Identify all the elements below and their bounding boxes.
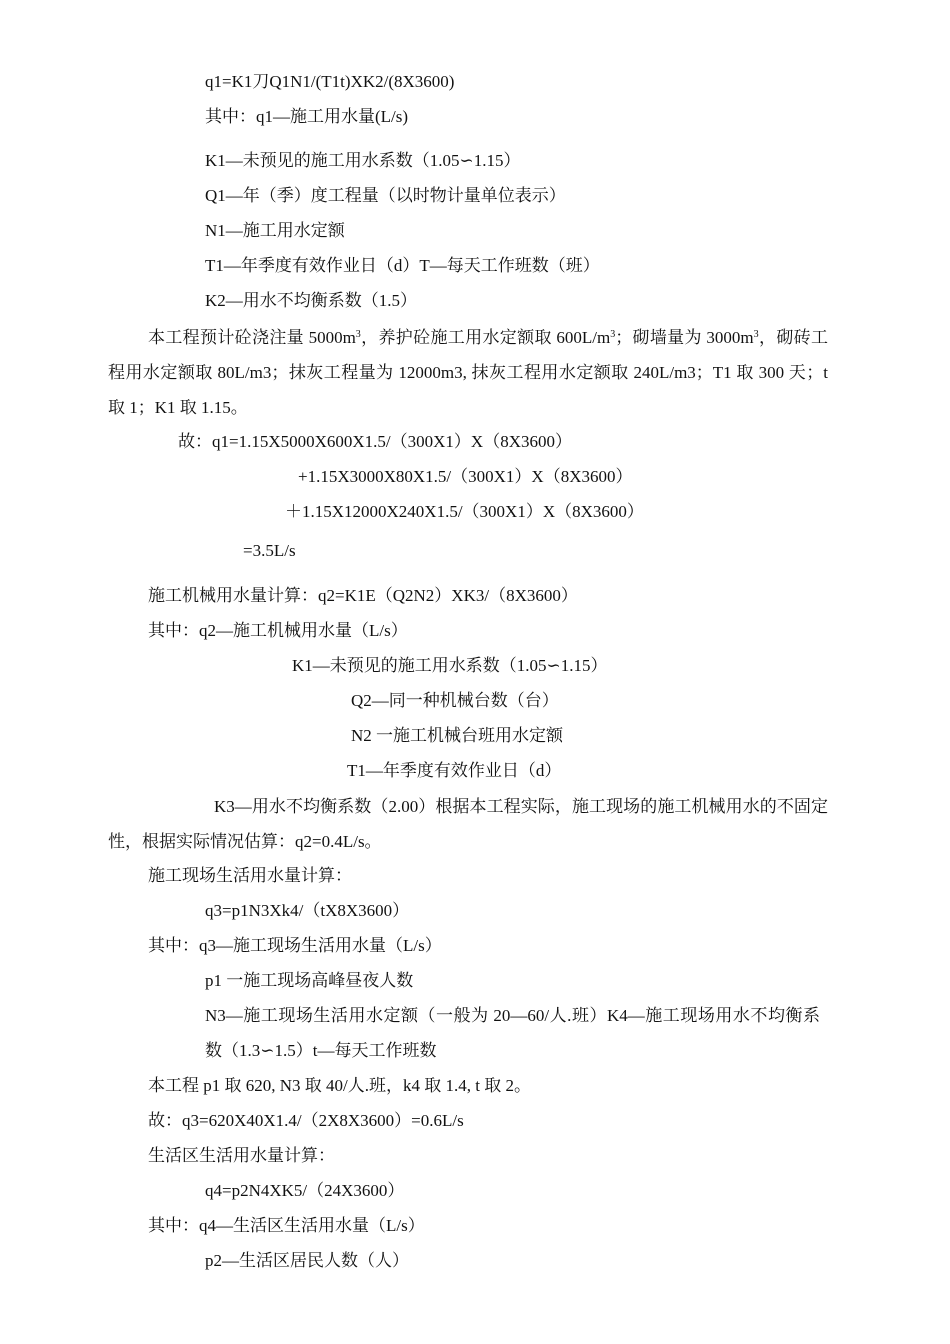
formula-q1: q1=K1刀Q1N1/(T1t)XK2/(8X3600) [205,72,455,91]
def-q1: Q1—年（季）度工程量（以时物计量单位表示） [205,186,566,205]
site-life-result: 故：q3=620X40X1.4/（2X8X3600）=0.6L/s [148,1111,464,1130]
calc-q1-result: =3.5L/s [243,541,296,560]
site-life-where: 其中：q3—施工现场生活用水量（L/s） [148,936,442,955]
params-text-2: ，养护砼施工用水定额取 600L/m [360,328,611,347]
machine-k3-paragraph: K3—用水不均衡系数（2.00）根据本工程实际，施工现场的施工机械用水的不固定性，根据实际情况估算：q2=0.4L/s。 [108,797,828,851]
living-area-where: 其中：q4—生活区生活用水量（L/s） [148,1216,425,1235]
params-sup-3: 3 [753,329,759,340]
living-area-def-p2: p2—生活区居民人数（人） [205,1251,409,1270]
params-text-1: 本工程预计砼浇注量 5000m [148,328,356,347]
formula-q1-where: 其中：q1—施工用水量(L/s) [205,107,409,126]
site-life-formula: q3=p1N3Xk4/（tX8X3600） [205,901,410,920]
def-k1: K1—未预见的施工用水系数（1.05∽1.15） [205,151,521,170]
calc-q1-line3: ＋1.15X12000X240X1.5/（300X1）X（8X3600） [285,502,644,521]
params-text-4: ，砌砖工程用水定额取 80L/m3；抹灰工程量为 12000m3, 抹灰工程用水定额取 240L/m3；T1 取 300 天；t 取 1；K1 取 1.15。 [108,328,828,417]
site-life-def-n3: N3—施工现场生活用水定额（一般为 20—60/人.班）K4—施工现场用水不均衡系数（1.3∽1.5）t—每天工作班数 [205,1006,820,1060]
calc-q1-line1: 故：q1=1.15X5000X600X1.5/（300X1）X（8X3600） [178,432,572,451]
params-text-3: ；砌墙量为 3000m [615,328,754,347]
machine-water-where: 其中：q2—施工机械用水量（L/s） [148,621,408,640]
machine-def-n2: N2 一施工机械台班用水定额 [351,726,564,745]
calc-q1-line2: +1.15X3000X80X1.5/（300X1）X（8X3600） [298,467,633,486]
machine-water-title: 施工机械用水量计算：q2=K1E（Q2N2）XK3/（8X3600） [148,586,578,605]
def-t1: T1—年季度有效作业日（d）T—每天工作班数（班） [205,256,600,275]
machine-def-q2: Q2—同一种机械台数（台） [351,691,559,710]
machine-def-k1: K1—未预见的施工用水系数（1.05∽1.15） [292,656,608,675]
site-life-title: 施工现场生活用水量计算： [148,866,352,885]
def-k2: K2—用水不均衡系数（1.5） [205,291,418,310]
machine-def-t1: T1—年季度有效作业日（d） [347,761,562,780]
site-life-params: 本工程 p1 取 620, N3 取 40/人.班，k4 取 1.4, t 取 2。 [148,1076,531,1095]
living-area-title: 生活区生活用水量计算： [148,1146,335,1165]
project-params-paragraph [108,320,828,425]
living-area-formula: q4=p2N4XK5/（24X3600） [205,1181,405,1200]
params-sup-1: 3 [355,329,361,340]
params-sup-2: 3 [610,329,616,340]
def-n1: N1—施工用水定额 [205,221,345,240]
site-life-def-p1: p1 一施工现场高峰昼夜人数 [205,971,414,990]
